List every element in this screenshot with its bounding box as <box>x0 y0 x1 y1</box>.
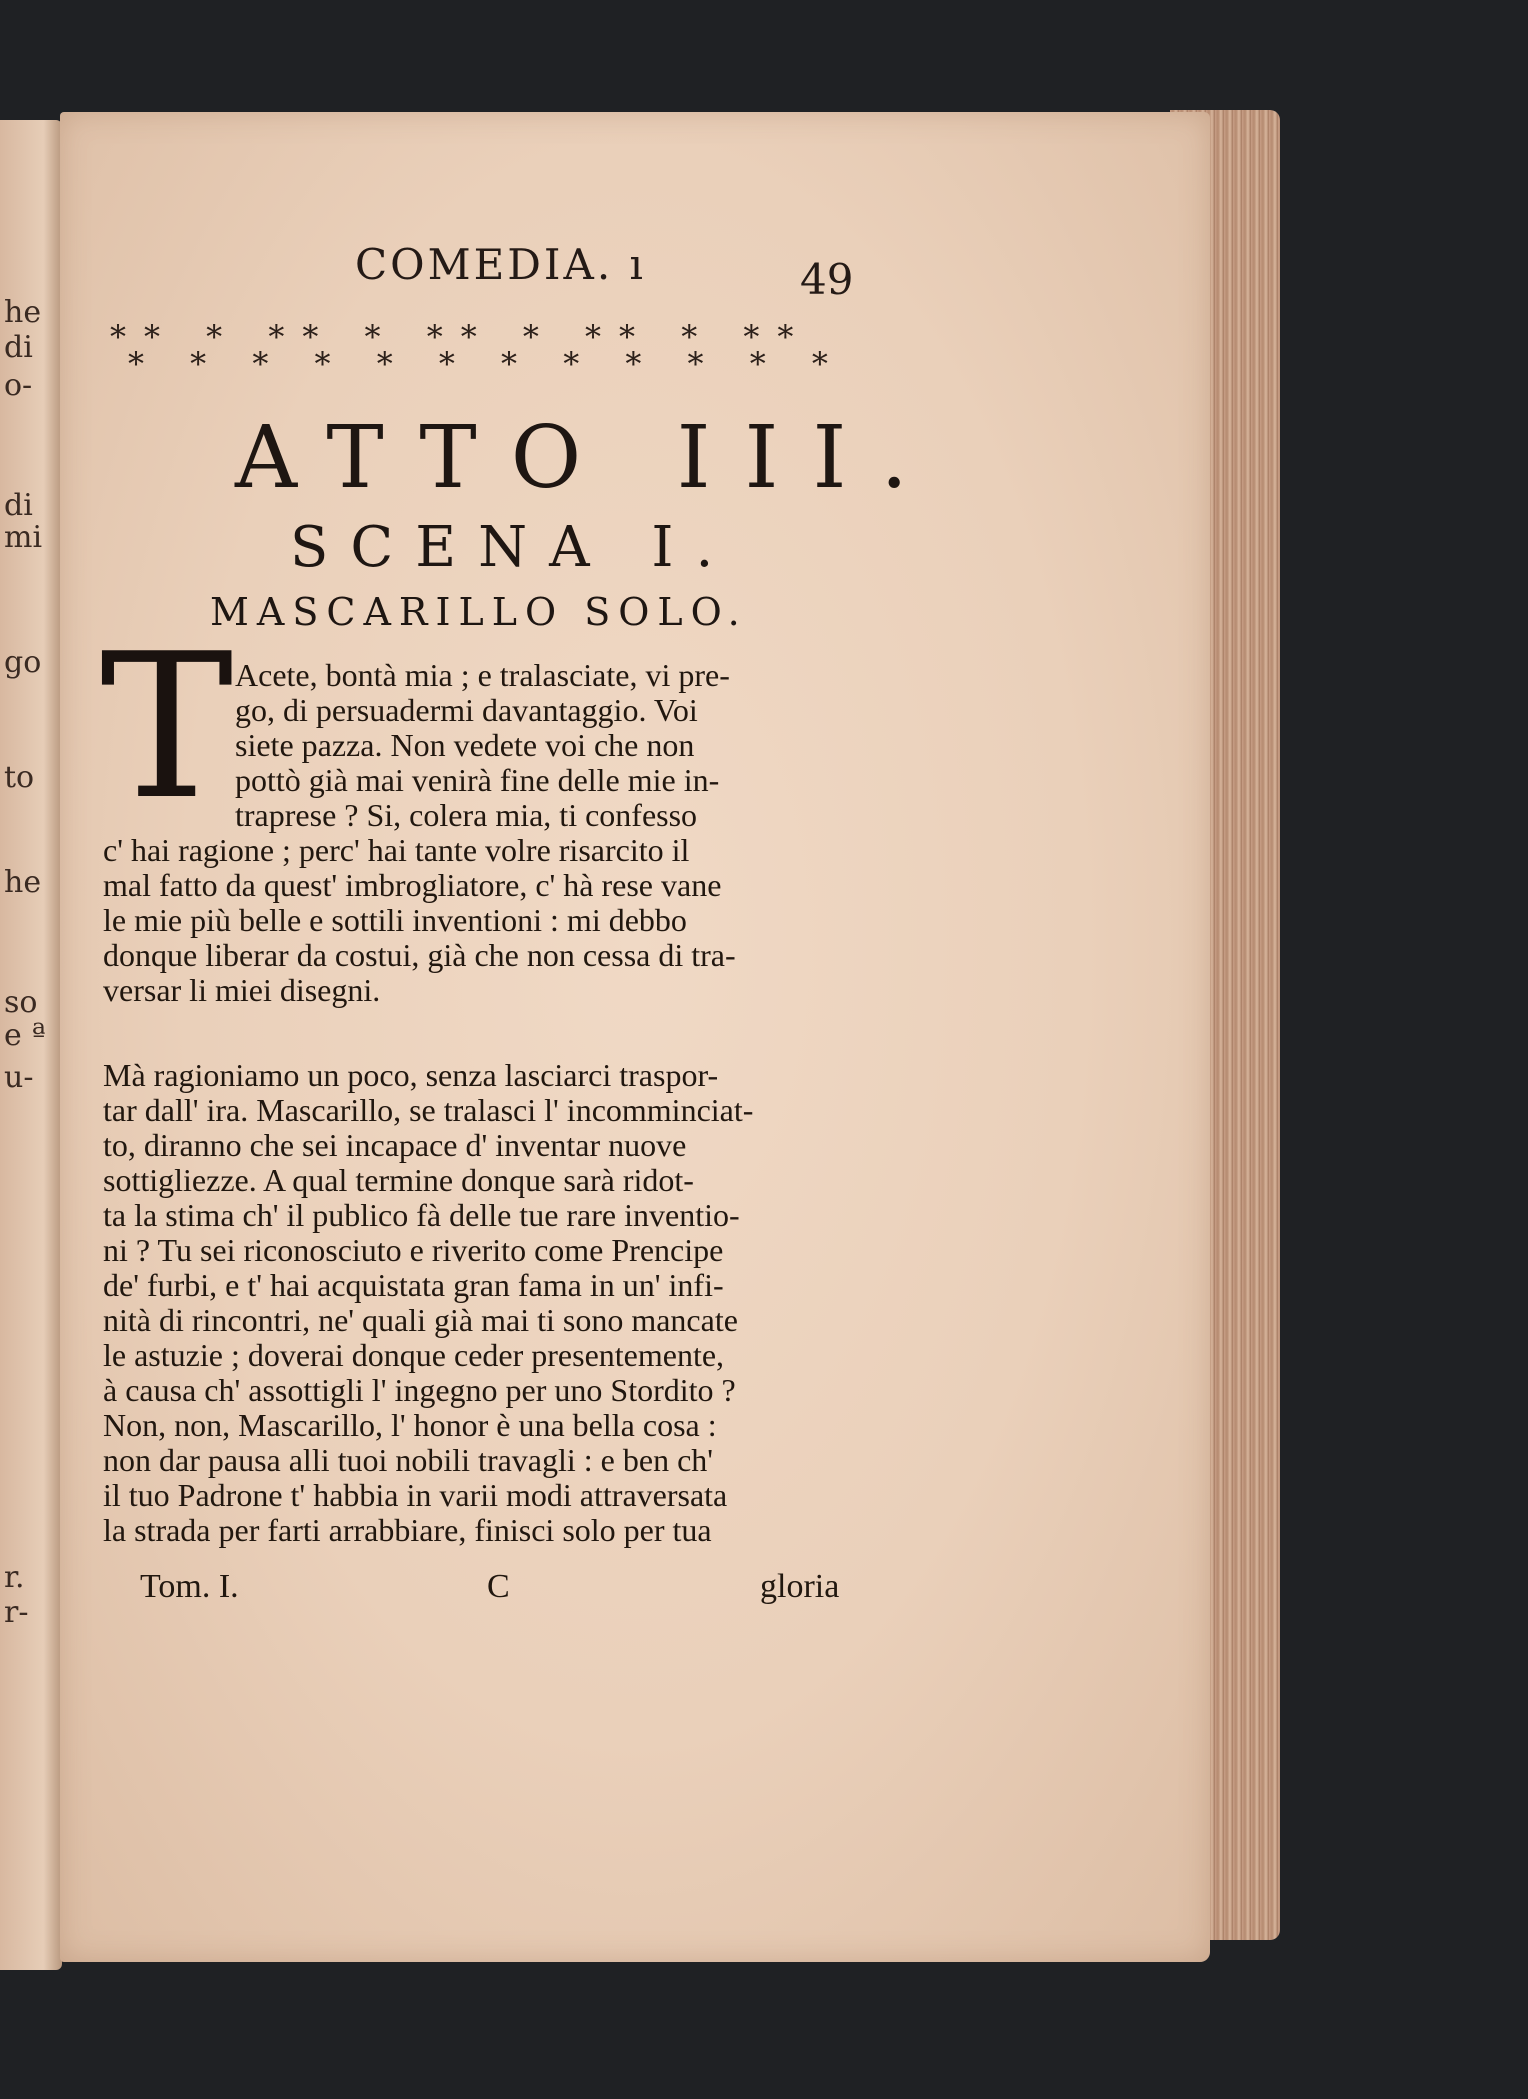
act-title: ATTO III. <box>235 408 942 508</box>
text-line: mal fatto da quest' imbrogliatore, c' hà rese vane <box>103 867 722 903</box>
text-line: non dar pausa alli tuoi nobili travagli : e ben ch' <box>103 1442 714 1478</box>
ornament-row-1: ** * ** * ** * ** * ** <box>110 318 812 356</box>
text-line: versar li miei disegni. <box>103 972 381 1008</box>
text-line: le mie più belle e sottili inventioni : mi debbo <box>103 902 687 938</box>
text-line: de' furbi, e t' hai acquistata gran fama in un' infi- <box>103 1267 724 1303</box>
previous-page-text-fragment: he <box>4 295 42 330</box>
book-page <box>60 112 1210 1962</box>
text-line: Non, non, Mascarillo, l' honor è una bella cosa : <box>103 1407 717 1443</box>
ornament-row-2: * * * * * * * * * * * * <box>128 345 846 383</box>
previous-page-text-fragment: e ª <box>4 1018 46 1053</box>
text-line: Mà ragioniamo un poco, senza lasciarci traspor- <box>103 1057 719 1093</box>
footer-signature: Tom. I. <box>140 1568 239 1605</box>
text-line: à causa ch' assottigli l' ingegno per uno Stordito ? <box>103 1372 736 1408</box>
previous-page-text-fragment: so <box>4 985 38 1020</box>
text-line: il tuo Padrone t' habbia in varii modi attraversata <box>103 1477 728 1513</box>
previous-page-text-fragment: go <box>4 645 42 680</box>
text-line: pottò già mai venirà fine delle mie in- <box>235 762 720 798</box>
text-line: le astuzie ; doverai donque ceder presentemente, <box>103 1337 725 1373</box>
text-line: to, diranno che sei incapace d' inventar nuove <box>103 1127 687 1163</box>
text-line: siete pazza. Non vedete voi che non <box>235 727 695 763</box>
page-number: 49 <box>800 255 854 304</box>
text-line: ta la stima ch' il publico fà delle tue rare inventio- <box>103 1197 740 1233</box>
previous-page-text-fragment: r- <box>4 1595 29 1630</box>
text-line: traprese ? Si, colera mia, ti confesso <box>235 797 698 833</box>
previous-page-text-fragment: u- <box>4 1060 34 1095</box>
text-line: nità di rincontri, ne' quali già mai ti sono mancate <box>103 1302 738 1338</box>
text-line: go, di persuadermi davantaggio. Voi <box>235 692 698 728</box>
text-line: ni ? Tu sei riconosciuto e riverito come Prencipe <box>103 1232 724 1268</box>
previous-page-text-fragment: di <box>4 330 33 365</box>
previous-page-text-fragment: o- <box>4 368 33 403</box>
previous-page-text-fragment: r. <box>4 1560 25 1595</box>
previous-page-text-fragment: he <box>4 865 42 900</box>
previous-page-text-fragment: di <box>4 488 33 523</box>
previous-page-text-fragment: mi <box>4 520 43 555</box>
text-line: c' hai ragione ; perc' hai tante volre risarcito il <box>103 832 690 868</box>
text-line: la strada per farti arrabbiare, finisci solo per tua <box>103 1512 712 1548</box>
footer-catchword: gloria <box>760 1568 840 1605</box>
text-line: tar dall' ira. Mascarillo, se tralasci l' incomminciat- <box>103 1092 754 1128</box>
previous-page-text-fragment: to <box>4 760 35 795</box>
text-line: donque liberar da costui, già che non cessa di tra- <box>103 937 736 973</box>
scene-title: SCENA I. <box>290 515 736 580</box>
speaker-heading: MASCARILLO SOLO. <box>210 590 748 634</box>
drop-cap: T <box>100 611 234 844</box>
text-line: Acete, bontà mia ; e tralasciate, vi pre- <box>235 657 730 693</box>
text-line: sottigliezze. A qual termine donque sarà ridot- <box>103 1162 694 1198</box>
footer-signature-mark: C <box>487 1568 510 1605</box>
running-head: COMEDIA. ı <box>355 240 646 289</box>
